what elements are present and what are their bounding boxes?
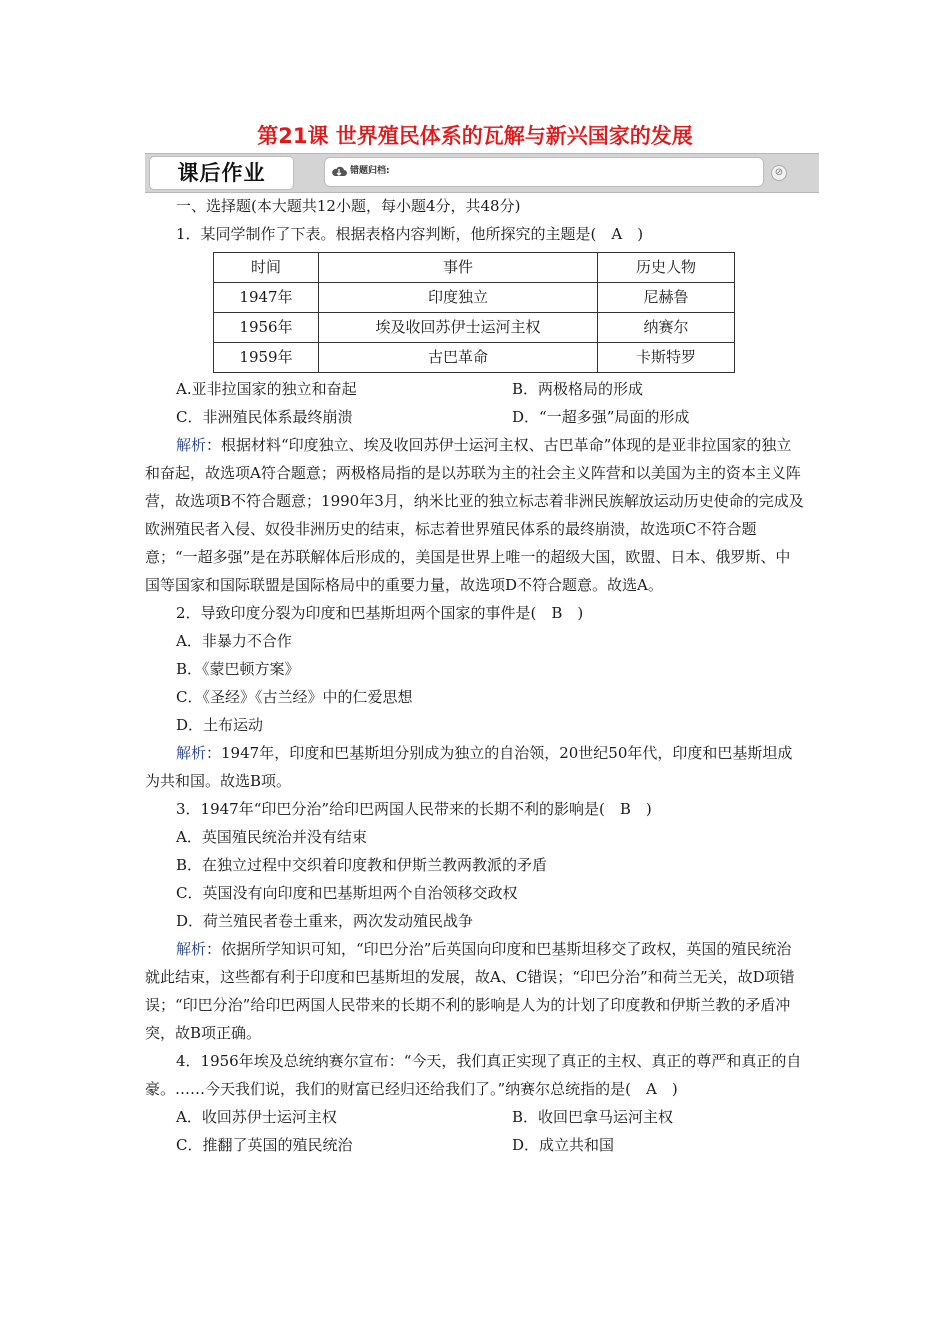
table-cell: 古巴革命: [319, 343, 598, 373]
question-4-options-row: [145, 1103, 805, 1131]
option-d: D．成立共和国: [512, 1136, 615, 1154]
option-c: C．推翻了英国的殖民统治: [176, 1136, 353, 1154]
option-c: C．英国没有向印度和巴基斯坦两个自治领移交政权: [176, 884, 518, 902]
table-cell: 1956年: [214, 313, 319, 343]
question-2-analysis: [145, 739, 805, 795]
table-row: [214, 343, 735, 373]
table-header-cell: 事件: [319, 253, 598, 283]
analysis-text: ：依据所学知识可知，“印巴分治”后英国向印度和巴基斯坦移交了政权，英国的殖民统治就此结束，这些都有利于印度和巴基斯坦的发展，故A、C错误；“印巴分治”和荷兰无关，故D项错误；“印巴分治”给印巴两国人民带来的长期不利的影响是人为的计划了印度教和伊斯兰教的矛盾冲突，故B项正确。: [145, 940, 795, 1042]
events-table: [213, 252, 735, 373]
table-row: [214, 283, 735, 313]
analysis-label: 解析: [176, 436, 207, 454]
table-cell: 尼赫鲁: [598, 283, 735, 313]
homework-label: 课后作业: [150, 157, 293, 189]
option-a: A．收回苏伊士运河主权: [176, 1108, 337, 1126]
question-4-stem: 4．1956年埃及总统纳赛尔宣布：“今天，我们真正实现了真正的主权、真正的尊严和真正的自豪。……今天我们说，我们的财富已经归还给我们了。”纳赛尔总统指的是( A ): [145, 1052, 802, 1098]
question-3-analysis: [145, 935, 805, 1047]
table-header-cell: 时间: [214, 253, 319, 283]
lesson-title: 第21课 世界殖民体系的瓦解与新兴国家的发展: [257, 124, 693, 148]
option-d: D．“一超多强”局面的形成: [512, 408, 690, 426]
analysis-label: 解析: [176, 940, 207, 958]
error-archive-label: 错题归档:: [350, 166, 390, 176]
table-header-row: [214, 253, 735, 283]
homework-content: [145, 192, 805, 1159]
table-cell: 卡斯特罗: [598, 343, 735, 373]
error-archive-field[interactable]: [325, 158, 763, 186]
close-circle-icon[interactable]: ⊘: [771, 165, 787, 181]
option-a: A．英国殖民统治并没有结束: [176, 828, 367, 846]
option-c: C．《圣经》《古兰经》中的仁爱思想: [176, 688, 413, 706]
analysis-label: 解析: [176, 744, 207, 762]
table-cell: 1947年: [214, 283, 319, 313]
option-d: D．荷兰殖民者卷土重来，两次发动殖民战争: [176, 912, 474, 930]
option-a: A.亚非拉国家的独立和奋起: [176, 380, 357, 398]
homework-banner: [145, 153, 819, 193]
question-1-options-row: [145, 375, 805, 403]
question-3-stem: 3．1947年“印巴分治”给印巴两国人民带来的长期不利的影响是( B ): [176, 800, 652, 818]
question-1-options-row: [145, 403, 805, 431]
analysis-text: ：根据材料“印度独立、埃及收回苏伊士运河主权、古巴革命”体现的是亚非拉国家的独立和奋起，故选项A符合题意；两极格局指的是以苏联为主的社会主义阵营和以美国为主的资本主义阵营，故选项B不符合题意；1990年3月，纳米比亚的独立标志着非洲民族解放运动历史使命的完成及欧洲殖民者入侵、奴役非洲历史的结束，标志着世界殖民体系的最终崩溃，故选项C不符合题意；“一超多强”是在苏联解体后形成的，美国是世界上唯一的超级大国，欧盟、日本、俄罗斯、中国等国家和国际联盟是国际格局中的重要力量，故选项D不符合题意。故选A。: [145, 436, 804, 594]
table-header-cell: 历史人物: [598, 253, 735, 283]
section-heading: 一、选择题(本大题共12小题，每小题4分，共48分): [176, 197, 521, 215]
table-cell: 纳赛尔: [598, 313, 735, 343]
table-cell: 1959年: [214, 343, 319, 373]
option-a: A．非暴力不合作: [176, 632, 292, 650]
table-cell: 埃及收回苏伊士运河主权: [319, 313, 598, 343]
option-d: D．土布运动: [176, 716, 264, 734]
question-4-options-row: [145, 1131, 805, 1159]
cloud-icon: [331, 165, 347, 177]
question-2-stem: 2．导致印度分裂为印度和巴基斯坦两个国家的事件是( B ): [176, 604, 584, 622]
option-b: B．在独立过程中交织着印度教和伊斯兰教两教派的矛盾: [176, 856, 548, 874]
table-row: [214, 313, 735, 343]
option-c: C．非洲殖民体系最终崩溃: [176, 408, 353, 426]
table-cell: 印度独立: [319, 283, 598, 313]
option-b: B．《蒙巴顿方案》: [176, 660, 300, 678]
analysis-text: ：1947年，印度和巴基斯坦分别成为独立的自治领，20世纪50年代，印度和巴基斯坦成为共和国。故选B项。: [145, 744, 793, 790]
option-b: B．两极格局的形成: [512, 380, 644, 398]
question-1-stem: 1．某同学制作了下表。根据表格内容判断，他所探究的主题是( A ): [176, 225, 644, 243]
question-1-analysis: [145, 431, 805, 599]
option-b: B．收回巴拿马运河主权: [512, 1108, 674, 1126]
